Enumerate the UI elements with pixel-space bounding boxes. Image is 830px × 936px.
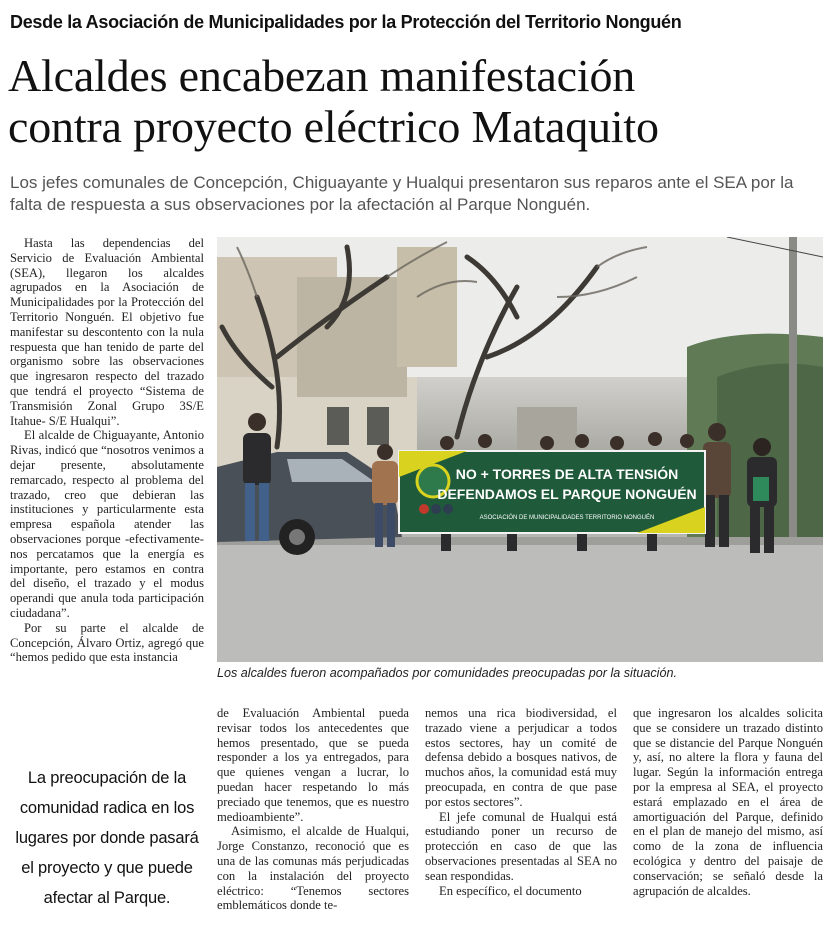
kicker: Desde la Asociación de Municipalidades por la Protección del Territorio Nonguén	[10, 12, 682, 32]
column-3	[425, 706, 617, 898]
paragraph: Por su parte el alcalde de Concepción, Álvaro Ortiz, agregó que “hemos pedido que esta instancia	[10, 620, 204, 665]
paragraph: Asimismo, el alcalde de Hualqui, Jorge Constanzo, reconoció que es una de las comunas más perjudicadas con la instalación del proyecto eléctrico: “Tenemos sectores emblemáticos donde te-	[217, 824, 409, 913]
banner-line-2: DEFENDAMOS EL PARQUE NONGUÉN	[437, 486, 697, 502]
paragraph: El jefe comunal de Hualqui está estudiando poner un recurso de protección en caso de que las observaciones presentadas al SEA no sean respondidas.	[425, 809, 617, 883]
pull-quote: La preocupación de la comunidad radica en los lugares por donde pasará el proyecto y que puede afectar al Parque.	[15, 769, 199, 907]
paragraph: de Evaluación Ambiental pueda revisar todos los antecedentes que hemos presentado, que se pueda responder a los ya entregados, para que quienes vengan a lucrar, lo puedan hacer respetando lo más preciado que tenemos, que es nuestro medioambiente”.	[217, 706, 409, 824]
protest-banner	[399, 451, 705, 533]
headline-line-2: contra proyecto eléctrico Mataquito	[8, 101, 659, 152]
column-1	[10, 236, 204, 665]
banner-small-text: ASOCIACIÓN DE MUNICIPALIDADES TERRITORIO NONGUÉN	[479, 515, 655, 521]
paragraph: que ingresaron los alcaldes solicita que se considere un trazado distinto que se distancie del Parque Nonguén y, así, no altere la flora y fauna del lugar. Según la información entrega por la empresa al SEA, el proyecto estará emplazado en el área de amortiguación del Parque, definido en el plan de manejo del mismo, así como de la zona de influencia ecológica y dentro del paisaje de conservación; se señaló desde la agrupación de alcaldes.	[633, 706, 823, 898]
paragraph: En específico, el documento	[439, 883, 582, 898]
column-4	[633, 706, 823, 898]
paragraph: nemos una rica biodiversidad, el trazado viene a perjudicar a todos estos sectores, hay un comité de defensa debido a bosques nativos, de muchos años, la comunidad está muy preocupada, en contra de que pase por estos sectores”.	[425, 706, 617, 809]
dek: Los jefes comunales de Concepción, Chiguayante y Hualqui presentaron sus reparos ante el SEA por la falta de respuesta a sus observaciones por la afectación al Parque Nonguén.	[10, 173, 794, 214]
column-2	[217, 706, 409, 913]
protest-photo-illustration	[217, 237, 823, 662]
photo-caption: Los alcaldes fueron acompañados por comunidades preocupadas por la situación.	[217, 666, 677, 680]
headline-line-1: Alcaldes encabezan manifestación	[8, 50, 636, 101]
article-photo	[217, 237, 823, 662]
banner-line-1: NO + TORRES DE ALTA TENSIÓN	[455, 466, 679, 482]
paragraph: Hasta las dependencias del Servicio de Evaluación Ambiental (SEA), llegaron los alcaldes agrupados en la Asociación de Municipalidades por la Protección del Territorio Nonguén. El objetivo fue manifestar su descontento con la nula respuesta que han tenido de parte del organismo sobre las observaciones que ingresaron respecto del trazado que tendrá el proyecto “Sistema de Transmisión Zonal Grupo 3S/E Itahue- S/E Hualqui”.	[10, 236, 204, 428]
headline	[8, 50, 823, 152]
paragraph: El alcalde de Chiguayante, Antonio Rivas, indicó que “nosotros venimos a dejar presente, absolutamente remarcado, respecto al problema del trazado, creo que debieran las instituciones y particularmente esta empresa española atender las observaciones porque -efectivamente- nos percatamos que la energía es importante, pero estamos en contra del diseño, el trazado y el modus operandi que anula toda participación ciudadana”.	[10, 428, 204, 620]
